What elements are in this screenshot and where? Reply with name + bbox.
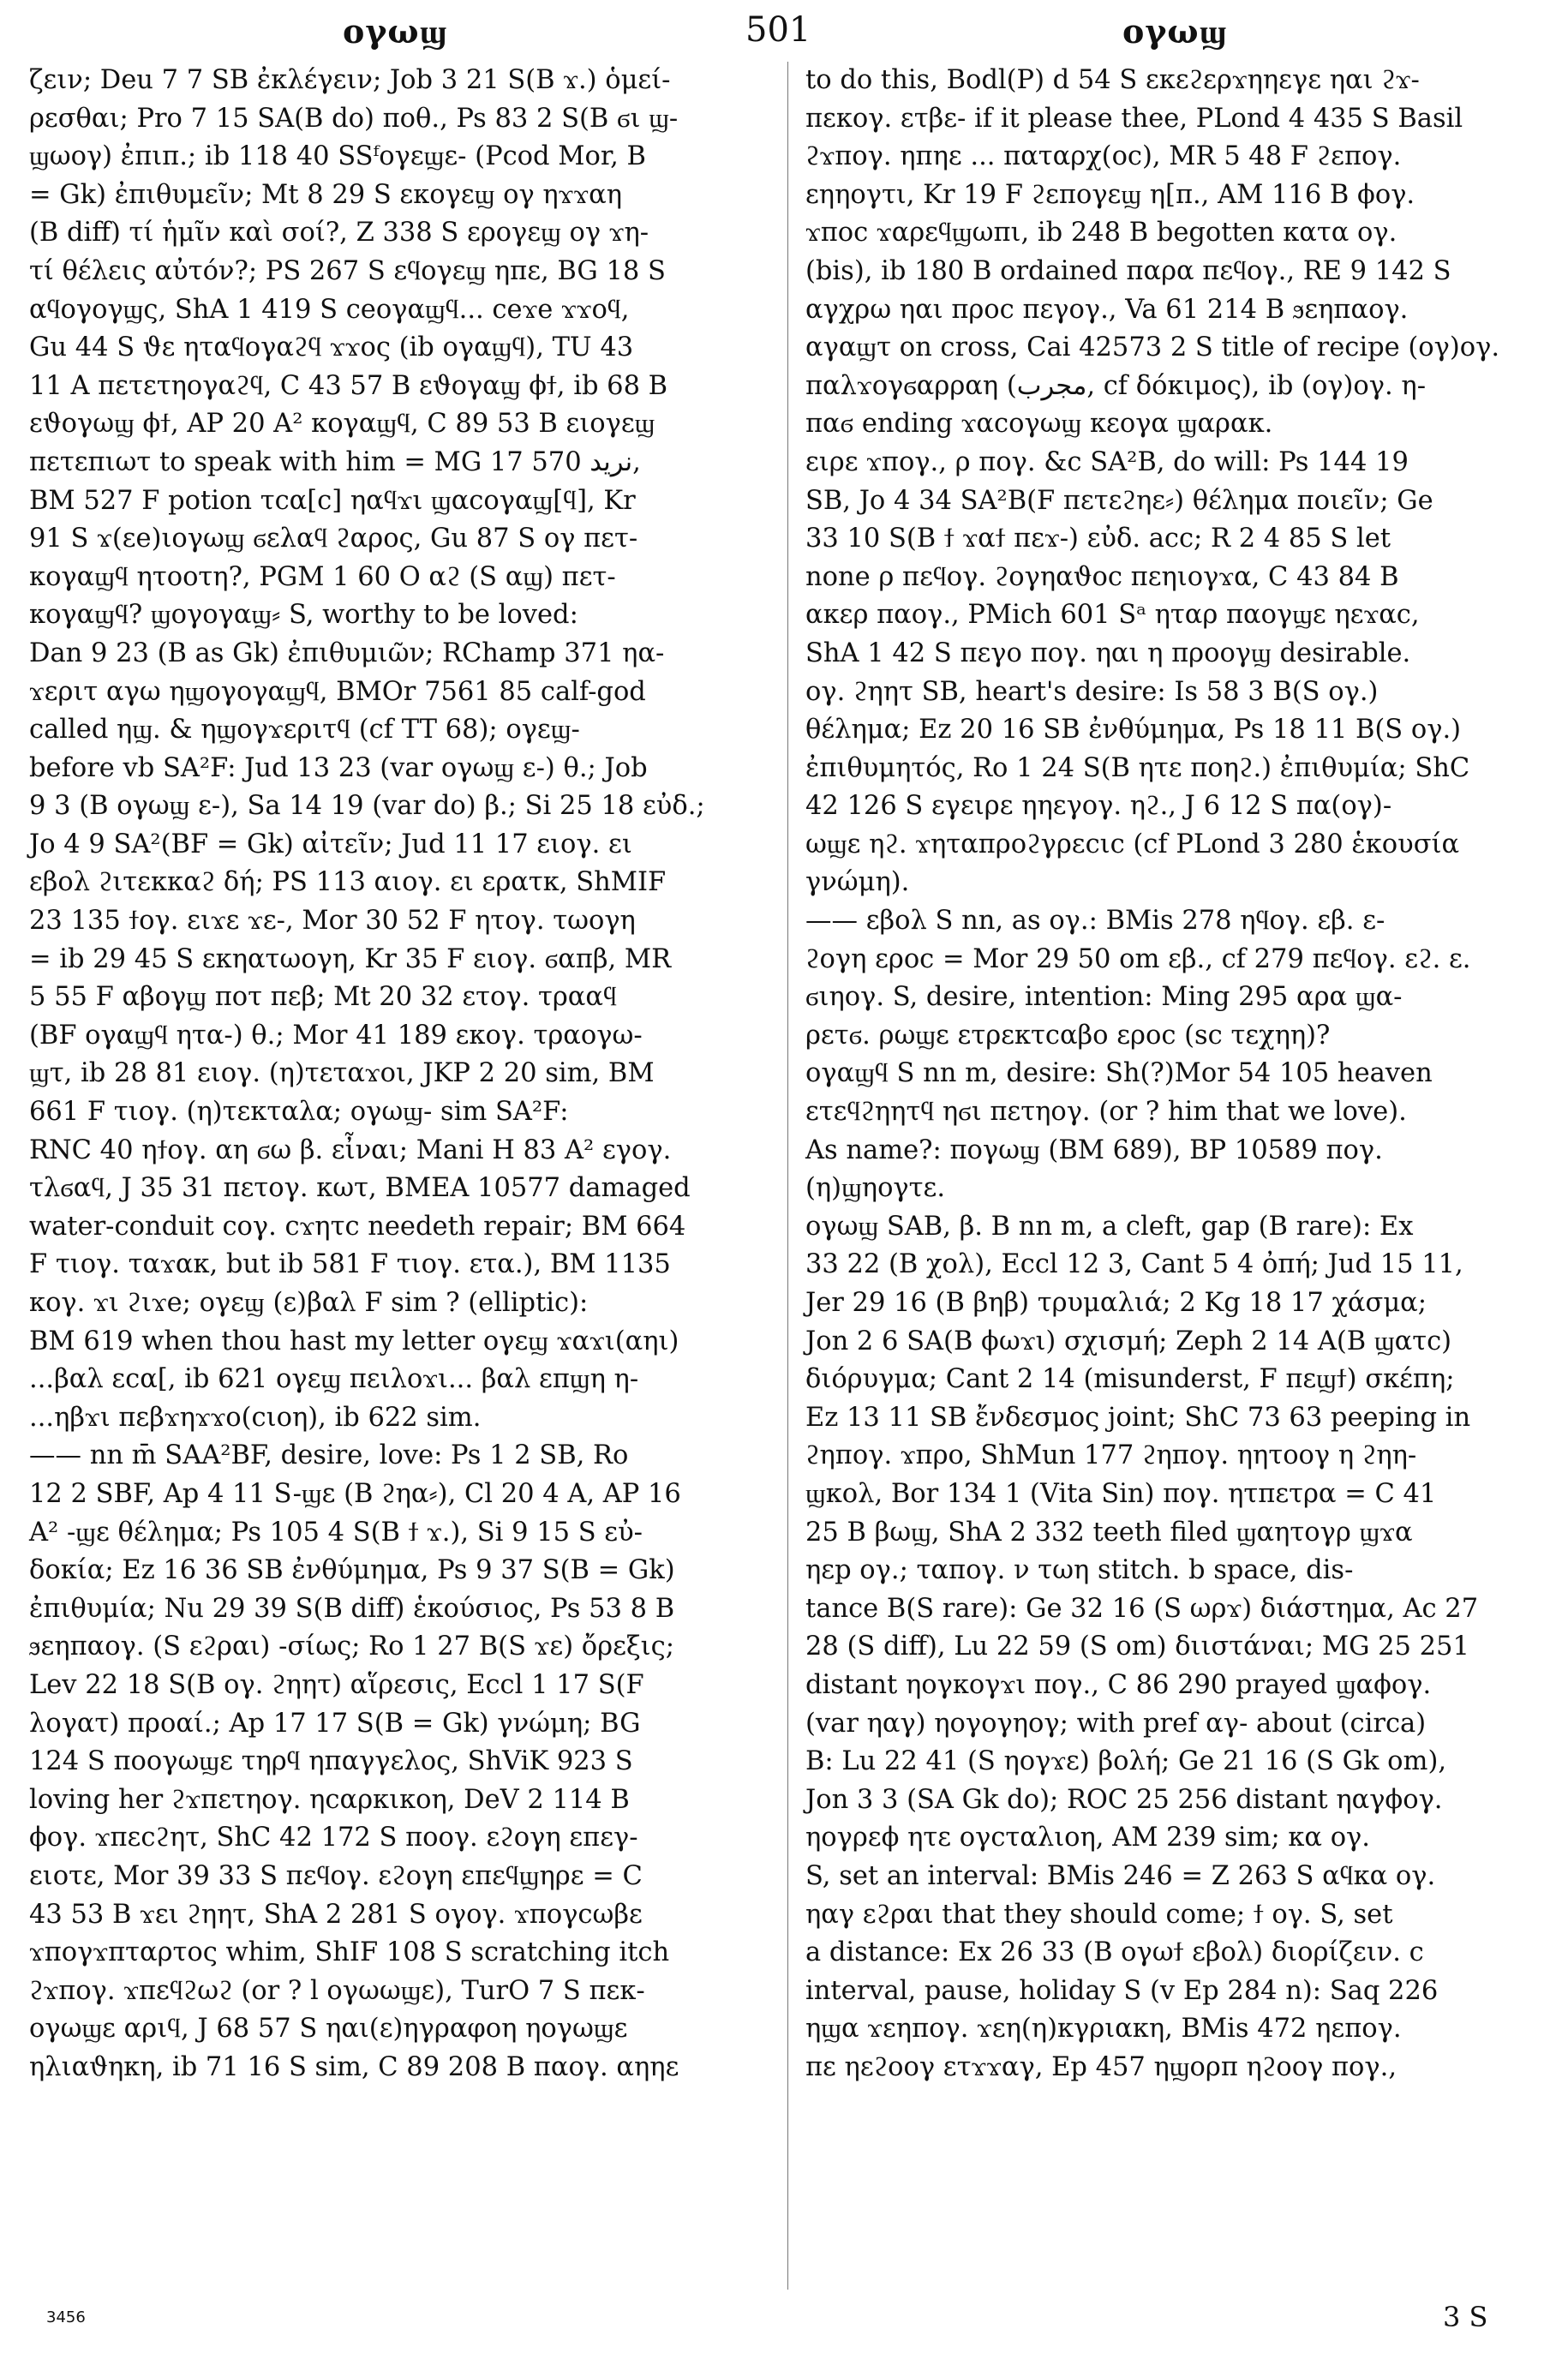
text-line: ϫποc ϫαρεϥϣωπι, ib 248 B begotten κατα ογ. — [805, 218, 1397, 248]
text-line: BM 527 F potion τcα[c] ηαϥϫι ϣαcογαϣ[ϥ], Kr — [29, 485, 636, 516]
text-line: Jon 2 6 SA(B ϕωϫι) σχισμή; Zeph 2 14 A(B ϣατc) — [805, 1326, 1452, 1356]
text-line: κογ. ϫι ϩιϫe; ογεϣ (ε)βαλ F sim ? (elliptic): — [29, 1288, 589, 1318]
text-line: αγχρω ηαι προc πεγογ., Va 61 214 B ϧεηπαογ. — [805, 294, 1409, 325]
text-line: 28 (S diff), Lu 22 59 (S om) διιστάναι; MG 25 251 — [805, 1632, 1469, 1662]
text-line: ηογρεϕ ητε ογcταλιοη, AM 239 sim; κα ογ. — [805, 1823, 1370, 1853]
text-line: ηεp ογ.; ταπογ. ν τωη stitch. b space, dis- — [805, 1555, 1354, 1586]
text-line: Jo 4 9 SA²(BF = Gk) αἰτεῖν; Jud 11 17 ειογ. ει — [29, 829, 632, 859]
text-line: ϩογη εροc = Mor 29 50 om εβ., cf 279 πεϥογ. εϩ. ε. — [805, 943, 1471, 974]
text-line: (var ηαγ) ηογογηογ; with pref αγ- about (circa) — [805, 1708, 1427, 1739]
text-line: = Gk) ἐπιθυμεῖν; Mt 8 29 S εκογεϣ ογ ηϫϫαη — [29, 179, 622, 210]
text-line: ϣκολ, Bor 134 1 (Vita Sin) πογ. ητπετρα = C 41 — [805, 1478, 1437, 1509]
text-line: —— nn m̄ SAA²BF, desire, love: Ps 1 2 SB, Ro — [29, 1440, 629, 1471]
text-line: (η)ϣηογτε. — [805, 1173, 946, 1204]
text-line: 9 3 (B ογωϣ ε-), Sa 14 19 (var do) β.; Si 25 18 εὐδ.; — [29, 791, 705, 822]
text-line: ειρε ϫπογ., ρ πογ. &c SA²B, do will: Ps 144 19 — [805, 446, 1409, 477]
text-line: A² -ϣε θέλημα; Ps 105 4 S(B ϯ ϫ.), Si 9 15 S εὐ- — [29, 1517, 643, 1548]
text-line: ρετϭ. ρωϣε ετρεκτcαβο εροc (sc τεχηη)? — [805, 1020, 1331, 1051]
text-line: —— εβολ S nn, as ογ.: BMis 278 ηϥογ. εβ. ε- — [805, 906, 1385, 937]
text-line: SB, Jo 4 34 SA²B(F πετεϩηε⸗) θέλημα ποιεῖν; Ge — [805, 485, 1433, 516]
text-line: εηηογτι, Kr 19 F ϩεπογεϣ η[π., AM 116 B ϕογ. — [805, 179, 1415, 210]
text-line: BM 619 when thou hast my letter ογεϣ ϫαϫι(αηι) — [29, 1326, 679, 1356]
text-line: ϣτ, ib 28 81 ειογ. (η)τεταϫοι, JKP 2 20 sim, BM — [29, 1058, 655, 1089]
text-line: ηϣα ϫεηπογ. ϫεη(η)κγριακη, BMis 472 ηεπογ. — [805, 2014, 1402, 2045]
text-line: ωϣε ηϩ. ϫηταπροϩγρεcιc (cf PLond 3 280 ἑκουσία — [805, 829, 1460, 859]
text-line: ογωϣ SAB, β. B nn m, a cleft, gap (B rare): Ex — [805, 1211, 1414, 1242]
text-line: (B diff) τί ἡμῖν καὶ σοί?, Z 338 S ερογεϣ ογ ϫη- — [29, 218, 649, 248]
text-line: water-conduit cογ. cϫητc needeth repair; BM 664 — [29, 1211, 686, 1242]
text-line: to do this, Bodl(P) d 54 S εκεϩερϫηηεγε ηαι ϩϫ- — [805, 65, 1420, 95]
page-number: 501 — [745, 10, 811, 50]
text-line: RNC 40 ηϯογ. αη ϭω β. εἶναι; Mani H 83 A² εγογ. — [29, 1135, 672, 1165]
text-line: 43 53 B ϫει ϩηητ, ShA 2 281 S ογογ. ϫπογcωβε — [29, 1899, 643, 1930]
text-line: 11 A πετετηογαϩϥ, C 43 57 B εϑογαϣ ϕϯ, ib 68 B — [29, 370, 668, 401]
right-column — [805, 62, 1547, 2082]
text-line: called ηϣ. & ηϣογϫεριτϥ (cf TT 68); ογεϣ- — [29, 715, 580, 745]
text-line: loving her ϩϫπετηογ. ηcαρκικοη, DeV 2 114 B — [29, 1784, 630, 1815]
text-line: distant ηογκογϫι πογ., C 86 290 prayed ϣαϕογ. — [805, 1669, 1432, 1700]
text-line: αγαϣτ on cross, Cai 42573 2 S title of recipe (ογ)ογ. — [805, 332, 1500, 363]
text-line: Ez 13 11 SB ἔνδεσμος joint; ShC 73 63 peeping in — [805, 1402, 1471, 1433]
text-line: ϧεηπαογ. (S εϩραι) -σίως; Ro 1 27 B(S ϫε) ὄρεξις; — [29, 1632, 674, 1662]
text-line: Lev 22 18 S(B ογ. ϩηητ) αἵρεσις, Eccl 1 17 S(F — [29, 1669, 644, 1700]
text-line: ϫεριτ αγω ηϣογογαϣϥ, BMOr 7561 85 calf-god — [29, 676, 646, 707]
text-line: Jon 3 3 (SA Gk do); ROC 25 256 distant ηαγϕογ. — [805, 1784, 1443, 1815]
text-line: δοκία; Ez 16 36 SB ἐνθύμημα, Ps 9 37 S(B = Gk) — [29, 1555, 675, 1586]
text-line: 124 S ποογωϣε τηρϥ ηπαγγελος, ShViK 923 S — [29, 1746, 633, 1777]
text-line: πε ηεϩοογ ετϫϫαγ, Ep 457 ηϣορπ ηϩοογ πογ., — [805, 2051, 1397, 2082]
text-line: ειοτε, Mor 39 33 S πεϥογ. εϩογη επεϥϣηρε = C — [29, 1860, 643, 1891]
text-line: ογαϣϥ S nn m, desire: Sh(?)Mor 54 105 heaven — [805, 1058, 1433, 1089]
text-line: 23 135 ϯογ. ειϫε ϫε-, Mor 30 52 F ητογ. τωογη — [29, 906, 636, 937]
text-line: 12 2 SBF, Ap 4 11 S-ϣε (B ϩηα⸗), Cl 20 4 A, AP 16 — [29, 1478, 681, 1509]
text-line: 33 22 (B χολ), Eccl 12 3, Cant 5 4 ὀπή; Jud 15 11, — [805, 1249, 1463, 1280]
text-line: (bis), ib 180 B ordained παρα πεϥογ., RE 9 142 S — [805, 255, 1451, 286]
text-line: ϩϫπογ. ηπηε ... παταρχ(οc), MR 5 48 F ϩεπογ. — [805, 141, 1402, 172]
text-line: = ib 29 45 S εκηατωογη, Kr 35 F ειογ. ϭαπβ, MR — [29, 943, 672, 974]
text-line: 661 F τιογ. (η)τεκταλα; ογωϣ- sim SA²F: — [29, 1097, 569, 1128]
text-line: ογωϣε αριϥ, J 68 57 S ηαι(ε)ηγραφοη ηογωϣε — [29, 2014, 628, 2045]
text-line: Jer 29 16 (B βηβ) τρυμαλιά; 2 Kg 18 17 χάσμα; — [805, 1288, 1427, 1318]
text-line: ϕογ. ϫπεcϩητ, ShC 42 172 S ποογ. εϩογη επεγ- — [29, 1823, 638, 1853]
text-line: 5 55 F αβογϣ ποτ πεβ; Mt 20 32 ετογ. τρααϥ — [29, 982, 617, 1013]
text-line: παλϫογϭαρραη (ﻣﺠﺮﺏ, cf δόκιμος), ib (ογ)ογ. η- — [805, 370, 1426, 401]
text-line: ηλιαϑηκη, ib 71 16 S sim, C 89 208 B παογ. αηηε — [29, 2051, 679, 2082]
running-headword-right: ογωϣ — [1122, 12, 1228, 51]
column-divider — [787, 62, 788, 2290]
text-line: ηαγ εϩραι that they should come; ϯ ογ. S, set — [805, 1899, 1393, 1930]
left-column — [29, 62, 783, 2290]
text-line: 91 S ϫ(εe)ιογωϣ ϭελαϥ ϩαρος, Gu 87 S ογ πετ- — [29, 524, 638, 554]
text-line: θέλημα; Ez 20 16 SB ἐνθύμημα, Ps 18 11 B(S ογ.) — [805, 715, 1462, 745]
text-line: πεκογ. ετβε- if it please thee, PLond 4 435 S Basil — [805, 103, 1463, 134]
text-line: a distance: Ex 26 33 (B ογωϯ εβολ) διορίζειν. c — [805, 1937, 1424, 1968]
text-line: before vb SA²F: Jud 13 23 (var ογωϣ ε-) θ.; Job — [29, 752, 648, 783]
text-line: διόρυγμα; Cant 2 14 (misunderst, F πεϣϯ) σκέπη; — [805, 1364, 1455, 1395]
text-line: 33 10 S(B ϯ ϫαϯ πεϫ-) εὐδ. acc; R 2 4 85 S let — [805, 524, 1391, 554]
text-line: ...ηβϫι πεβϫηϫϫο(cιοη), ib 622 sim. — [29, 1402, 482, 1433]
text-line: B: Lu 22 41 (S ηογϫε) βολή; Ge 21 16 (S Gk om), — [805, 1746, 1447, 1777]
text-line: ShA 1 42 S πεγο πογ. ηαι η προογϣ desirable. — [805, 638, 1411, 668]
text-line: πετεπιωτ to speak with him = MG 17 570 ﻧﺮﻳﺪ, — [29, 446, 641, 477]
text-line: ϩηπογ. ϫπρο, ShMun 177 ϩηπογ. ηητοογ η ϩηη- — [805, 1440, 1417, 1471]
text-line: ρεσθαι; Pro 7 15 SA(B do) ποθ., Ps 83 2 S(B ϭι ϣ- — [29, 103, 679, 134]
text-line: ϫπογϫπταρτος whim, ShIF 108 S scratching itch — [29, 1937, 670, 1968]
text-line: τί θέλεις αὐτόν?; PS 267 S εϥογεϣ ηπε, BG 18 S — [29, 255, 666, 286]
text-line: τλϭαϥ, J 35 31 πετογ. κωτ, BMEA 10577 damaged — [29, 1173, 691, 1204]
text-line: κογαϣϥ ητοοτη?, PGM 1 60 O αϩ (S αϣ) πετ- — [29, 561, 616, 592]
text-line: tance B(S rare): Ge 32 16 (S ωρϫ) διάστημα, Ac 27 — [805, 1593, 1479, 1624]
text-line: παϭ ending ϫαcογωϣ κεογα ϣαρακ. — [805, 409, 1273, 440]
plate-number: 3456 — [46, 2308, 86, 2326]
page-header — [0, 0, 1568, 60]
text-line: ϭιηογ. S, desire, intention: Ming 295 αρα ϣα- — [805, 982, 1403, 1013]
text-line: (BF ογαϣϥ ητα-) θ.; Mor 41 189 εκογ. τραογω- — [29, 1020, 643, 1051]
text-line: ἐπιθυμία; Nu 29 39 S(B diff) ἑκούσιος, Ps 53 8 B — [29, 1593, 675, 1624]
text-line: ϩϫπογ. ϫπεϥϩωϩ (or ? l ογωωϣε), TurO 7 S πεκ- — [29, 1975, 645, 2006]
text-line: ἐπιθυμητός, Ro 1 24 S(B ητε ποηϩ.) ἐπιθυμία; ShC — [805, 752, 1470, 783]
text-line: As name?: πογωϣ (BM 689), BP 10589 πογ. — [805, 1135, 1383, 1165]
text-line: αϥογογϣς, ShA 1 419 S ceογαϣϥ... ceϫe ϫϫοϥ, — [29, 294, 630, 325]
text-line: ογ. ϩηητ SB, heart's desire: Is 58 3 B(S ογ.) — [805, 676, 1379, 707]
text-line: γνώμη). — [805, 867, 910, 898]
text-line: εϑογωϣ ϕϯ, AP 20 A² κογαϣϥ, C 89 53 B ειογεϣ — [29, 409, 655, 440]
text-line: ακερ παογ., PMich 601 Sᵃ ηταρ παογϣε ηεϫαc, — [805, 600, 1420, 631]
text-line: λογατ) προαί.; Ap 17 17 S(B = Gk) γνώμη; BG — [29, 1708, 641, 1739]
text-line: none ρ πεϥογ. ϩογηαϑοc πεηιογϫα, C 43 84 B — [805, 561, 1399, 592]
text-line: F τιογ. ταϫακ, but ib 581 F τιογ. ετα.), BM 1135 — [29, 1249, 671, 1280]
text-line: S, set an interval: BMis 246 = Z 263 S αϥκα ογ. — [805, 1860, 1436, 1891]
text-line: 42 126 S εγειρε ηηεγογ. ηϩ., J 6 12 S πα(ογ)- — [805, 791, 1392, 822]
text-line: Gu 44 S ϑε ηταϥογαϩϥ ϫϫος (ib ογαϣϥ), TU 43 — [29, 332, 634, 363]
text-line: ετεϥϩηητϥ ηϭι πετηογ. (or ? him that we love). — [805, 1097, 1407, 1128]
text-line: interval, pause, holiday S (v Ep 284 n): Saq 226 — [805, 1975, 1439, 2006]
running-headword-left: ογωϣ — [343, 12, 448, 51]
text-line: κογαϣϥ? ϣογογαϣ⸗ S, worthy to be loved: — [29, 600, 578, 631]
text-line: ...βαλ εcα[, ib 621 ογεϣ πειλοϫι... βαλ επϣη η- — [29, 1364, 639, 1395]
text-line: εβολ ϩιτεκκαϩ δή; PS 113 αιογ. ει ερατκ, ShMIF — [29, 867, 667, 898]
text-line: 25 B βωϣ, ShA 2 332 teeth filed ϣαητογρ ϣϫα — [805, 1517, 1413, 1548]
text-line: ϣωογ) ἐπιπ.; ib 118 40 SSᶠογεϣε- (Pcod Mor, B — [29, 141, 646, 172]
text-line: ζειν; Deu 7 7 SB ἐκλέγειν; Job 3 21 S(B ϫ.) ὁμεί- — [29, 65, 671, 95]
signature-mark: 3 S — [1443, 2301, 1488, 2333]
text-line: Dan 9 23 (B as Gk) ἐπιθυμιῶν; RChamp 371 ηα- — [29, 638, 665, 668]
